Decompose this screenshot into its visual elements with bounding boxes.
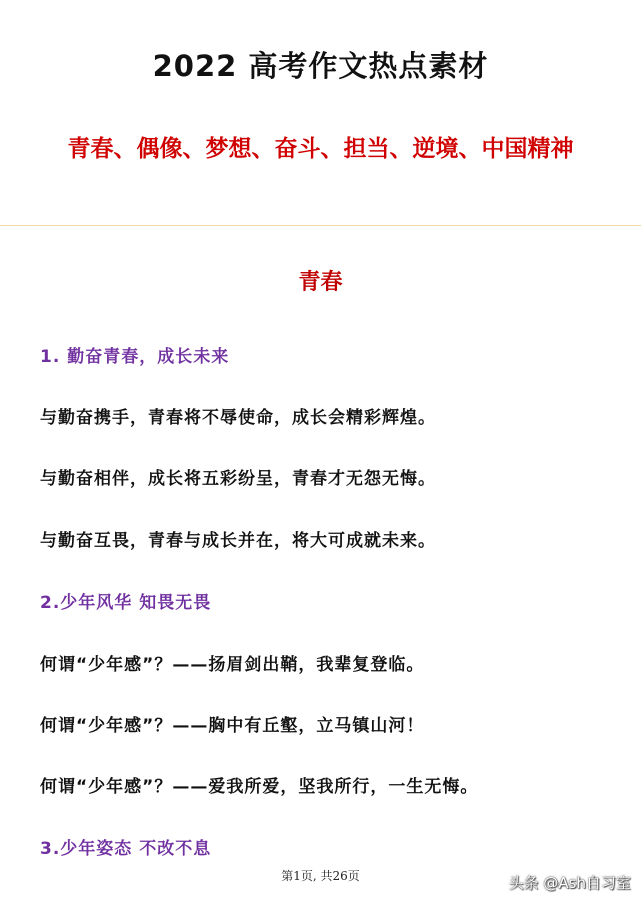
subheading-2: 2.少年风华 知畏无畏 bbox=[40, 593, 212, 613]
subheading-1: 1. 勤奋青春，成长未来 bbox=[40, 347, 230, 367]
page-title: 2022 高考作文热点素材 bbox=[152, 49, 489, 83]
paragraph-line: 与勤奋携手，青春将不辱使命，成长会精彩辉煌。 bbox=[40, 408, 436, 428]
divider bbox=[0, 225, 641, 226]
paragraph-line: 与勤奋相伴，成长将五彩纷呈，青春才无怨无悔。 bbox=[40, 469, 436, 489]
watermark: 头条 @Ash自习室 bbox=[508, 874, 631, 892]
paragraph-line: 何谓“少年感”？——爱我所爱，坚我所行，一生无悔。 bbox=[40, 777, 479, 797]
paragraph-line: 何谓“少年感”？——扬眉剑出鞘，我辈复登临。 bbox=[40, 655, 425, 675]
paragraph-line: 与勤奋互畏，青春与成长并在，将大可成就未来。 bbox=[40, 531, 436, 551]
page-indicator: 第1页, 共26页 bbox=[281, 869, 360, 883]
paragraph-line: 何谓“少年感”？——胸中有丘壑，立马镇山河！ bbox=[40, 716, 425, 736]
subheading-3: 3.少年姿态 不改不息 bbox=[40, 839, 212, 859]
page-subtitle: 青春、偶像、梦想、奋斗、担当、逆境、中国精神 bbox=[67, 136, 574, 162]
section-title: 青春 bbox=[298, 270, 343, 295]
